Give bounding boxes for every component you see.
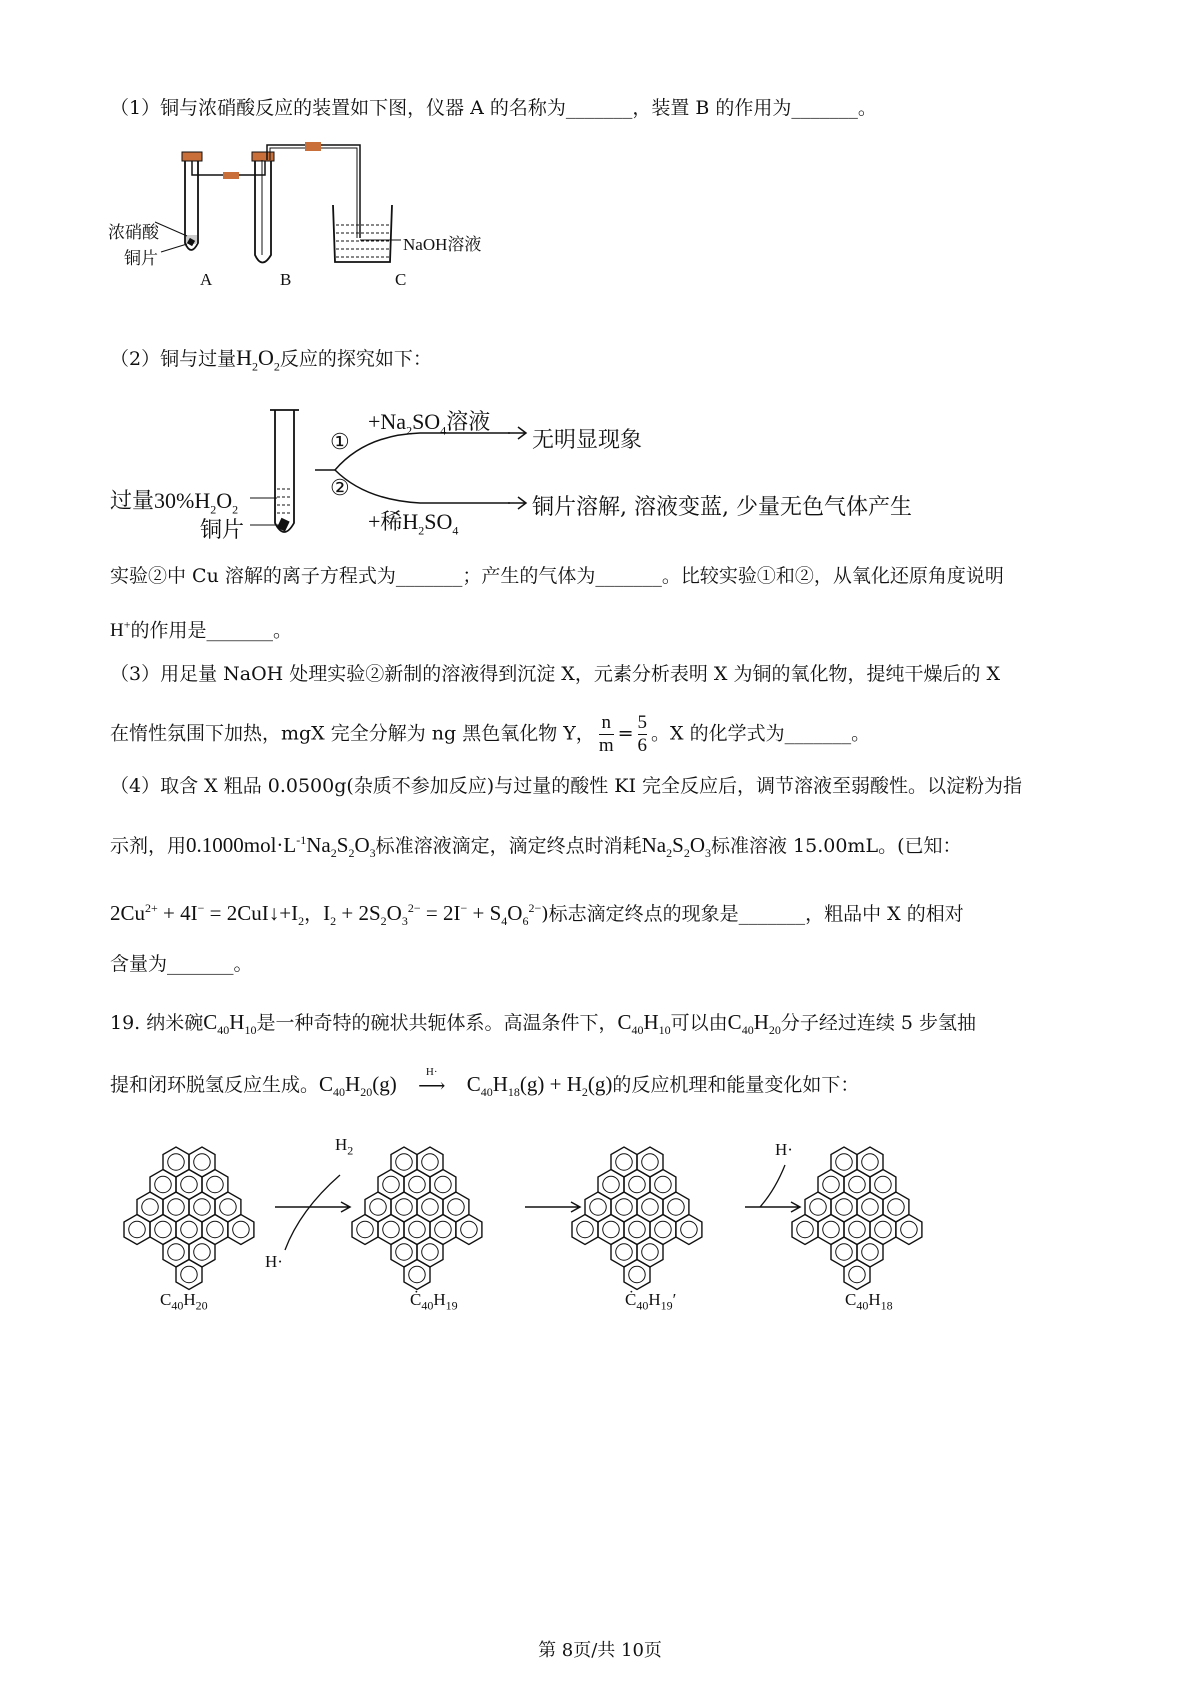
mol3-ring-4-inner: [655, 1176, 672, 1193]
q3-line1: （3）用足量 NaOH 处理实验②新制的溶液得到沉淀 X，元素分析表明 X 为铜的氧化物，提纯干燥后的 X: [110, 663, 1001, 685]
mol1-ring-9-inner: [129, 1221, 146, 1238]
mol3-ring-14-inner: [616, 1244, 633, 1261]
mol4-ring-5-inner: [810, 1199, 827, 1216]
mol2-ring-3-inner: [409, 1176, 426, 1193]
q2-text1: 实验②中 Cu 溶解的离子方程式为_______；产生的气体为_______。比较实验①和②，从氧化还原角度说明: [110, 565, 1004, 587]
mol1-ring-9: [124, 1215, 150, 1245]
curved-arrow-h-out: [760, 1165, 785, 1207]
q2-text2: H+的作用是_______。: [110, 618, 293, 642]
mol4-ring-8-inner: [888, 1199, 905, 1216]
mol3-ring-13-inner: [681, 1221, 698, 1238]
mol1-ring-11-inner: [181, 1221, 198, 1238]
h-radical-in-label: H·: [265, 1252, 283, 1271]
mol2-ring-12-inner: [435, 1221, 452, 1238]
branch1-reagent: $+Na_2SO_4$溶液: [368, 409, 491, 438]
mol1-ring-14-inner: [168, 1244, 185, 1261]
mol3-ring-0-inner: [616, 1154, 633, 1171]
label-a: A: [200, 270, 213, 289]
branch2-reagent: +稀$H_2SO_4$: [368, 509, 459, 538]
mol2-ring-16: [404, 1260, 430, 1290]
mol4-ring-6-inner: [836, 1199, 853, 1216]
mol3-ring-9: [572, 1215, 598, 1245]
branch2-number: ②: [330, 476, 350, 501]
mol-name-3: $Ċ_{40}H_{19}'$: [625, 1290, 677, 1313]
mol4-ring-11-inner: [849, 1221, 866, 1238]
q4-line3: $2Cu^{2+} + 4I^-$ = $2CuI↓+I_2$，$I_2 + 2S_2O_3^{2-} = 2I^- + S_4O_6^{2-}$)标志滴定终点的现象是_______，粗品中 X 的相对: [110, 901, 964, 929]
mol2-ring-6-inner: [396, 1199, 413, 1216]
q19-line1: 19. 纳米碗$C_{40}H_{10}$是一种奇特的碗状共轭体系。高温条件下，$C_{40}H_{10}$可以由$C_{40}H_{20}$分子经过连续 5 步氢抽: [110, 1010, 977, 1038]
label-naoh-solution: NaOH溶液: [403, 235, 482, 254]
label-conc-nitric-acid: 浓硝酸: [108, 223, 159, 243]
mol4-ring-9-inner: [797, 1221, 814, 1238]
mol2-ring-10-inner: [383, 1221, 400, 1238]
q4-line1: （4）取含 X 粗品 0.0500g(杂质不参加反应)与过量的酸性 KI 完全反应后，调节溶液至弱酸性。以淀粉为指: [110, 775, 1022, 797]
mol-name-1: $C_{40}H_{20}$: [160, 1290, 208, 1313]
mol4-ring-0-inner: [836, 1154, 853, 1171]
q4-line2: 示剂，用$0.1000mol\cdot L^{-1}Na_2S_2O_3$标准溶液滴定，滴定终点时消耗$Na_2S_2O_3$标准溶液 15.00mL。(已知：: [110, 833, 962, 861]
branch-arrow-1: [508, 426, 528, 440]
mol3-ring-7-inner: [642, 1199, 659, 1216]
mol4-ring-7-inner: [862, 1199, 879, 1216]
mol3-ring-9-inner: [577, 1221, 594, 1238]
mol2-ring-5-inner: [370, 1199, 387, 1216]
mol3-ring-13: [676, 1215, 702, 1245]
mol4-ring-9: [792, 1215, 818, 1245]
mol1-ring-4-inner: [207, 1176, 224, 1193]
mol4-ring-16: [844, 1260, 870, 1290]
label-copper-sheet-2: 铜片: [200, 518, 245, 543]
h2-label: $H_2$: [335, 1135, 354, 1158]
mol1-ring-10-inner: [155, 1221, 172, 1238]
mol2-ring-8-inner: [448, 1199, 465, 1216]
mol2-ring-9: [352, 1215, 378, 1245]
mol1-ring-1-inner: [194, 1154, 211, 1171]
mech-arrow-2: [525, 1202, 580, 1212]
mol4-ring-1-inner: [862, 1154, 879, 1171]
mol1-ring-13-inner: [233, 1221, 250, 1238]
mol1-ring-13: [228, 1215, 254, 1245]
mol2-ring-7-inner: [422, 1199, 439, 1216]
mol4-ring-13: [896, 1215, 922, 1245]
mol3-ring-1-inner: [642, 1154, 659, 1171]
q1-text: （1）铜与浓硝酸反应的装置如下图，仪器 A 的名称为_______，装置 B 的作用为_______。: [110, 97, 877, 119]
mol1-ring-12-inner: [207, 1221, 224, 1238]
mol4-ring-2-inner: [823, 1176, 840, 1193]
h-radical-out-label: H·: [775, 1140, 793, 1159]
branch2-result: 铜片溶解, 溶液变蓝, 少量无色气体产生: [532, 495, 912, 520]
mol4-ring-12-inner: [875, 1221, 892, 1238]
mol3-ring-3-inner: [629, 1176, 646, 1193]
branch1-result: 无明显现象: [532, 428, 643, 453]
mol3-ring-12-inner: [655, 1221, 672, 1238]
mol3-ring-6-inner: [616, 1199, 633, 1216]
mol1-ring-7-inner: [194, 1199, 211, 1216]
mol1-ring-0-inner: [168, 1154, 185, 1171]
mol1-ring-6-inner: [168, 1199, 185, 1216]
curved-arrow-h2-out: [285, 1175, 340, 1250]
mol4-ring-4-inner: [875, 1176, 892, 1193]
mol2-ring-2-inner: [383, 1176, 400, 1193]
mol1-ring-16-inner: [181, 1266, 198, 1283]
mol4-ring-15-inner: [862, 1244, 879, 1261]
fraction-n-over-m: $\frac{n}{m}$: [598, 712, 614, 756]
mol2-ring-15-inner: [422, 1244, 439, 1261]
mol2-ring-9-inner: [357, 1221, 374, 1238]
mol2-ring-0-inner: [396, 1154, 413, 1171]
mol3-ring-10-inner: [603, 1221, 620, 1238]
q3-line2: 在惰性氛围下加热，mgX 完全分解为 ng 黑色氧化物 Y， $\frac{n}{m}$ = $\frac{5}{6}$ 。X 的化学式为_______。: [110, 712, 871, 756]
mol4-ring-14-inner: [836, 1244, 853, 1261]
fraction-5-over-6: $\frac{5}{6}$: [637, 712, 648, 756]
mol4-ring-16-inner: [849, 1266, 866, 1283]
mol3-ring-2-inner: [603, 1176, 620, 1193]
mol3-ring-11-inner: [629, 1221, 646, 1238]
page-footer: 第 8页/共 10页: [538, 1640, 662, 1661]
mol3-ring-15-inner: [642, 1244, 659, 1261]
mol3-ring-16: [624, 1260, 650, 1290]
mol1-ring-8-inner: [220, 1199, 237, 1216]
mol-name-4: $C_{40}H_{18}$: [845, 1290, 893, 1313]
apparatus-diagram: [95, 140, 525, 300]
mol2-ring-1-inner: [422, 1154, 439, 1171]
q19-line2: 提和闭环脱氢反应生成。$C_{40}H_{20}(g)$ H· ⟶ $C_{40}H_{18}(g) + H_2(g)$的反应机理和能量变化如下：: [110, 1070, 859, 1106]
label-copper-sheet: 铜片: [124, 249, 158, 269]
mol3-ring-16-inner: [629, 1266, 646, 1283]
q4-line4: 含量为_______。: [110, 953, 253, 975]
mol-name-2: $Ċ_{40}H_{19}$: [410, 1290, 458, 1313]
mol1-ring-16: [176, 1260, 202, 1290]
reaction-mechanism-diagram: [0, 1100, 1200, 1360]
mol4-ring-3-inner: [849, 1176, 866, 1193]
label-b: B: [280, 270, 292, 289]
mol2-ring-13-inner: [461, 1221, 478, 1238]
reaction-arrow-label: H·: [425, 1066, 438, 1078]
mol1-ring-5-inner: [142, 1199, 159, 1216]
branch1-number: ①: [330, 430, 350, 455]
label-c: C: [395, 270, 407, 289]
mol1-ring-3-inner: [181, 1176, 198, 1193]
mol4-ring-10-inner: [823, 1221, 840, 1238]
mech-arrow-3: [745, 1202, 800, 1212]
label-excess-h2o2: 过量$30\%H_2O_2$: [110, 488, 239, 517]
mol1-ring-2-inner: [155, 1176, 172, 1193]
mol2-ring-13: [456, 1215, 482, 1245]
branch-arrow-2: [508, 496, 528, 510]
q2-intro: （2）铜与过量$H_2O_2$反应的探究如下：: [110, 345, 432, 374]
mol4-ring-13-inner: [901, 1221, 918, 1238]
mol2-ring-14-inner: [396, 1244, 413, 1261]
mol3-ring-5-inner: [590, 1199, 607, 1216]
mol2-ring-4-inner: [435, 1176, 452, 1193]
mol2-ring-11-inner: [409, 1221, 426, 1238]
mol3-ring-8-inner: [668, 1199, 685, 1216]
mol2-ring-16-inner: [409, 1266, 426, 1283]
mol1-ring-15-inner: [194, 1244, 211, 1261]
